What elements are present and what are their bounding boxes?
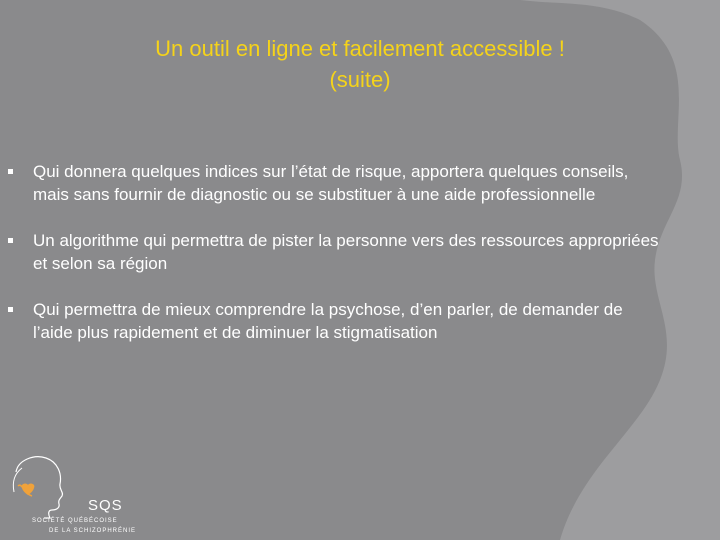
slide-title-line2: (suite) (329, 67, 391, 92)
square-bullet-icon (8, 307, 13, 312)
slide-title (40, 33, 680, 95)
bullet-item (0, 229, 663, 275)
head-profile-icon (4, 452, 154, 540)
bullet-item (0, 160, 663, 206)
bullet-text: Qui donnera quelques indices sur l’état de risque, apportera quelques conseils, mais sans fournir de diagnostic ou se substituer à une aide professionnelle (33, 162, 629, 204)
logo-acronym: SQS (88, 497, 123, 514)
bullet-list (0, 160, 700, 367)
square-bullet-icon (8, 238, 13, 243)
square-bullet-icon (8, 169, 13, 174)
bullet-text: Un algorithme qui permettra de pister la personne vers des ressources appropriées et selon sa région (33, 231, 659, 273)
slide-title-line1: Un outil en ligne et facilement accessible ! (155, 36, 565, 61)
sqs-logo (4, 452, 154, 540)
logo-line2: DE LA SCHIZOPHRÉNIE (49, 528, 137, 534)
logo-line1: SOCIÉTÉ QUÉBÉCOISE (32, 518, 118, 524)
bullet-text: Qui permettra de mieux comprendre la psychose, d’en parler, de demander de l’aide plus rapidement et de diminuer la stigmatisation (33, 300, 623, 342)
bullet-item (0, 298, 663, 344)
